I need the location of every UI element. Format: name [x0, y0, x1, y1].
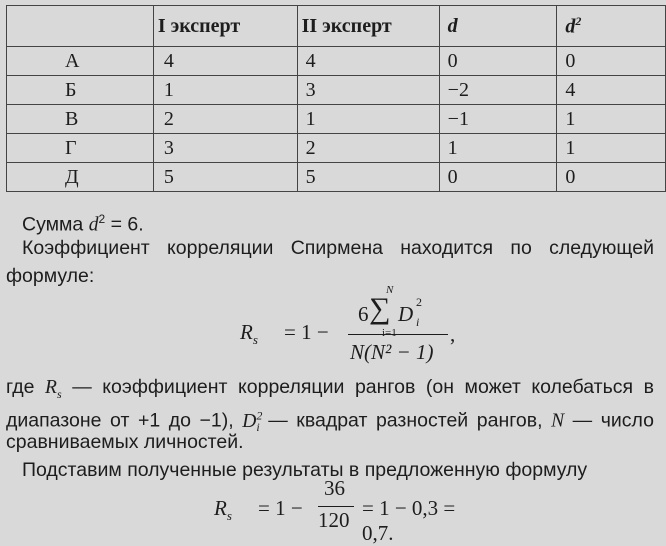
table-header-d-squared: $d^2$: [557, 6, 666, 47]
table-cell: 3: [297, 76, 439, 105]
spearman-formula: $R_s$ = 1 − 6 N ∑ i=1 D 2 i N(N² − 1) ,: [240, 284, 456, 364]
table-row: [7, 163, 666, 192]
table-cell: 0: [557, 163, 666, 192]
sum-line: Сумма $d^2 = 6$.: [22, 212, 144, 236]
para1-line1: Коэффициент корреляции Спирмена находится по следующей: [22, 237, 654, 259]
table-cell: 2: [153, 105, 297, 134]
fraction-bar-2: [318, 506, 354, 507]
table-cell: 1: [297, 105, 439, 134]
table-cell: 4: [153, 47, 297, 76]
table-cell: 5: [297, 163, 439, 192]
table-cell: Г: [7, 134, 154, 163]
table-cell: 0: [439, 47, 557, 76]
table-header-row: [7, 6, 666, 47]
table-cell: 4: [297, 47, 439, 76]
table-row: [7, 134, 666, 163]
table-row: [7, 76, 666, 105]
para1-line2: формуле:: [6, 265, 95, 287]
table-cell: 1: [557, 105, 666, 134]
table-row: [7, 105, 666, 134]
table-header-empty: [7, 6, 154, 47]
table-cell: 0: [557, 47, 666, 76]
fraction-bar: [348, 334, 448, 335]
table-cell: 1: [439, 134, 557, 163]
table-cell: 1: [153, 76, 297, 105]
table-cell: 3: [153, 134, 297, 163]
table-header-expert-2: II эксперт: [297, 6, 439, 47]
table-cell: А: [7, 47, 154, 76]
table-row: [7, 47, 666, 76]
substitution-formula: $R_s$ = 1 − 36 120 = 1 − 0,3 = 0,7.: [214, 476, 456, 545]
para2-line3: сравниваемых личностей.: [6, 431, 244, 453]
table-header-d: d: [439, 6, 557, 47]
table-header-expert-1: I эксперт: [153, 6, 297, 47]
table-cell: В: [7, 105, 154, 134]
para2-line1: где $R_s$ — коэффициент корреляции рангов (он может колебаться в: [6, 376, 654, 401]
table-cell: 0: [439, 163, 557, 192]
table-cell: 4: [557, 76, 666, 105]
rank-table: [6, 5, 666, 192]
table-cell: −1: [439, 105, 557, 134]
table-cell: 1: [557, 134, 666, 163]
table-cell: −2: [439, 76, 557, 105]
para3: Подставим полученные результаты в предложенную формулу: [22, 459, 588, 481]
table-cell: Б: [7, 76, 154, 105]
para2-line2: диапазоне от +1 до −1), $D^2_i$ — квадрат разностей рангов, N — число: [6, 408, 654, 435]
table-cell: 5: [153, 163, 297, 192]
table-cell: Д: [7, 163, 154, 192]
table-cell: 2: [297, 134, 439, 163]
